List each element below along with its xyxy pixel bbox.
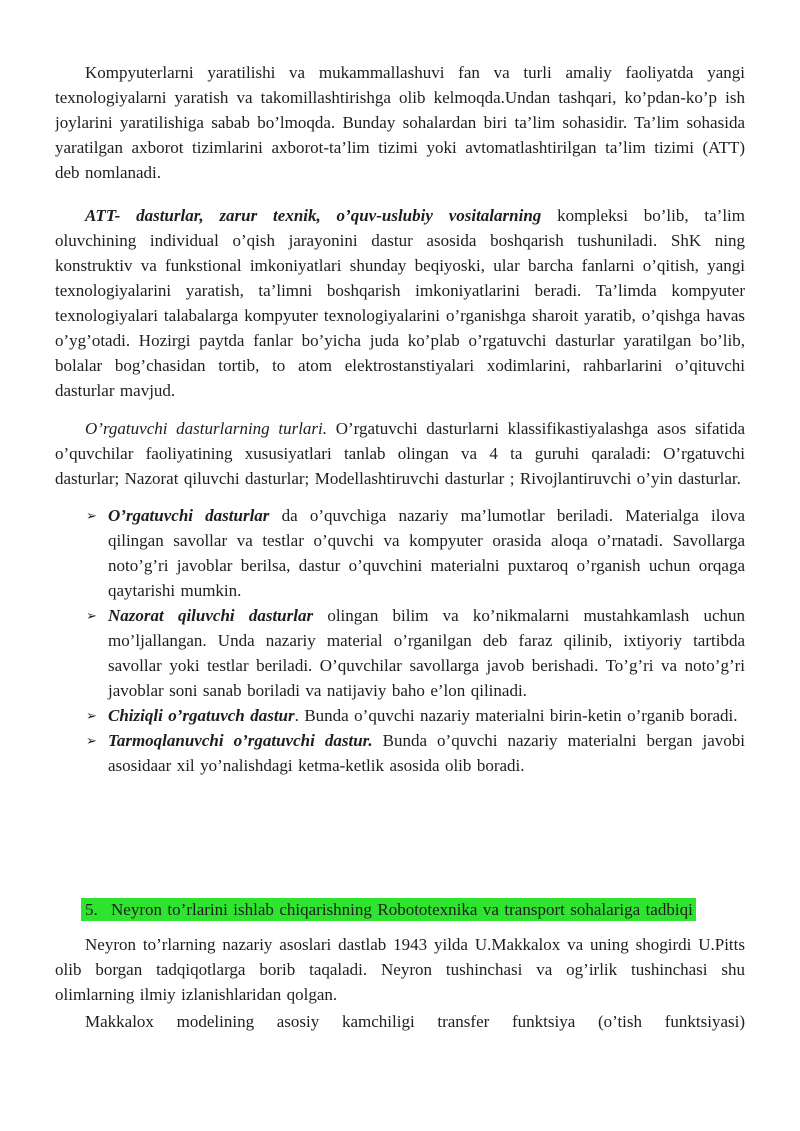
intro-paragraph: Kompyuterlarni yaratilishi va mukammallashuvi fan va turli amaliy faoliyatda yangi texnologiyalarni yaratish va takomillashtirishga olib kelmoqda.Undan tashqari, ko’pdan-ko’p ish joylarini yaratilishiga sabab bo’lmoqda. Bunday sohalardan biri ta’lim sohasidir. Ta’lim sohasida yaratilgan axborot tizimlarini axborot-ta’lim tizimi yoki avtomatlashtirilgan ta’lim tizimi (ATT) deb nomlanadi. — [55, 63, 745, 182]
highlighted-section-heading — [55, 897, 745, 922]
arrowhead-bullet-icon: ➢ — [86, 509, 97, 524]
heading-number — [81, 897, 111, 922]
list-item — [55, 503, 745, 603]
list-item — [55, 728, 745, 778]
upper-text-block — [55, 60, 745, 897]
program-types-lead-text: O’rgatuvchi dasturlarning turlari. — [85, 419, 328, 438]
list-item-lead: O’rgatuvchi dasturlar — [108, 506, 270, 525]
att-definition-paragraph — [55, 203, 745, 403]
list-item-body: olingan bilim va ko’nikmalarni mustahkamlash uchun mo’ljallangan. Unda nazariy material o’rganilgan deb faraz qilinib, ixtiyoriy tartibda savollar yoki testlar beriladi. O’quvchilar savollarga javob berishadi. To’g’ri va noto’g’ri javoblar soni sanab boriladi va natijaviy baho e’lon qilinadi. — [108, 606, 745, 700]
list-item-lead: Tarmoqlanuvchi o’rgatuvchi dastur. — [108, 731, 373, 750]
list-item — [55, 603, 745, 703]
list-item — [55, 703, 745, 728]
list-item-lead: Chiziqli o’rgatuvch dastur — [108, 706, 295, 725]
program-types-paragraph — [55, 416, 745, 491]
arrowhead-bullet-icon: ➢ — [86, 709, 97, 724]
heading-text-highlight: Neyron to’rlarini ishlab chiqarishning Robototexnika va transport sohalariga tadbiqi — [108, 898, 696, 921]
heading-text — [108, 897, 745, 922]
list-item-body: . Bunda o’quvchi nazariy materialni birin-ketin o’rganib boradi. — [294, 706, 738, 725]
neural-networks-paragraph: Neyron to’rlarning nazariy asoslari dastlab 1943 yilda U.Makkalox va uning shogirdi U.Pitts olib borgan tadqiqotlarga borib taqaladi. Neyron tushinchasi va og’irlik tushinchasi shu olimlarning ilmiy izlanishlaridan qolgan. — [55, 935, 745, 1004]
list-item-body: da o’quvchiga nazariy ma’lumotlar beriladi. Materialga ilova qilingan savollar va testlar o’quvchi va kompyuter orasida aloqa o’rnatadi. Savollarga noto’g’ri javoblar berilsa, dastur o’quvchini materialni puxtaroq o’rganish uchun orqaga qaytarishi mumkin. — [108, 506, 745, 600]
program-type-list — [55, 503, 745, 778]
program-types-body-text: O’rgatuvchi dasturlarni klassifikastiyalashga asos sifatida o’quvchilar faoliyatining xususiyatlari tanlab olingan va 4 ta guruhi qaraladi: O’rgatuvchi dasturlar; Nazorat qiluvchi dasturlar; Modellashtiruvchi dasturlar ; Rivojlantiruvchi o’yin dasturlar. — [55, 419, 745, 488]
heading-number-highlight: 5. — [81, 898, 111, 921]
page-content — [55, 60, 745, 1034]
arrowhead-bullet-icon: ➢ — [86, 734, 97, 749]
att-body-text: kompleksi bo’lib, ta’lim oluvchining individual o’qish jarayonini dastur asosida boshqarish tushuniladi. ShK ning konstruktiv va funkstional imkoniyatlari shunday beqiyoski, ular barcha fanlarni o’qitish, yangi texnologiyalarini yaratish, ta’limni boshqarish imkoniyatlarini beradi. Ta’limda kompyuter texnologiyalari talabalarga kompyuter texnologiyalarini o’rganishga sharoit yaratib, o’qishga havas o’yg’otadi. Hozirgi paytda fanlar bo’yicha juda ko’plab o’rgatuvchi dasturlar yaratilgan bo’lib, bolalar bog’chasidan tortib, to atom elektrostanstiyalari xodimlarini, rahbarlarini o’qituvchi dasturlar mavjud. — [55, 206, 745, 400]
att-lead-text: ATT- dasturlar, zarur texnik, o’quv-uslubiy vositalarning — [85, 206, 542, 225]
list-item-body: Bunda o’quvchi nazariy materialni bergan javobi asosidaar xil yo’nalishdagi ketma-ketlik asosida olib boradi. — [108, 731, 745, 775]
arrowhead-bullet-icon: ➢ — [86, 609, 97, 624]
makkalox-model-paragraph: Makkalox modelining asosiy kamchiligi transfer funktsiya (o’tish funktsiyasi) — [85, 1012, 745, 1031]
list-item-lead: Nazorat qiluvchi dasturlar — [108, 606, 314, 625]
